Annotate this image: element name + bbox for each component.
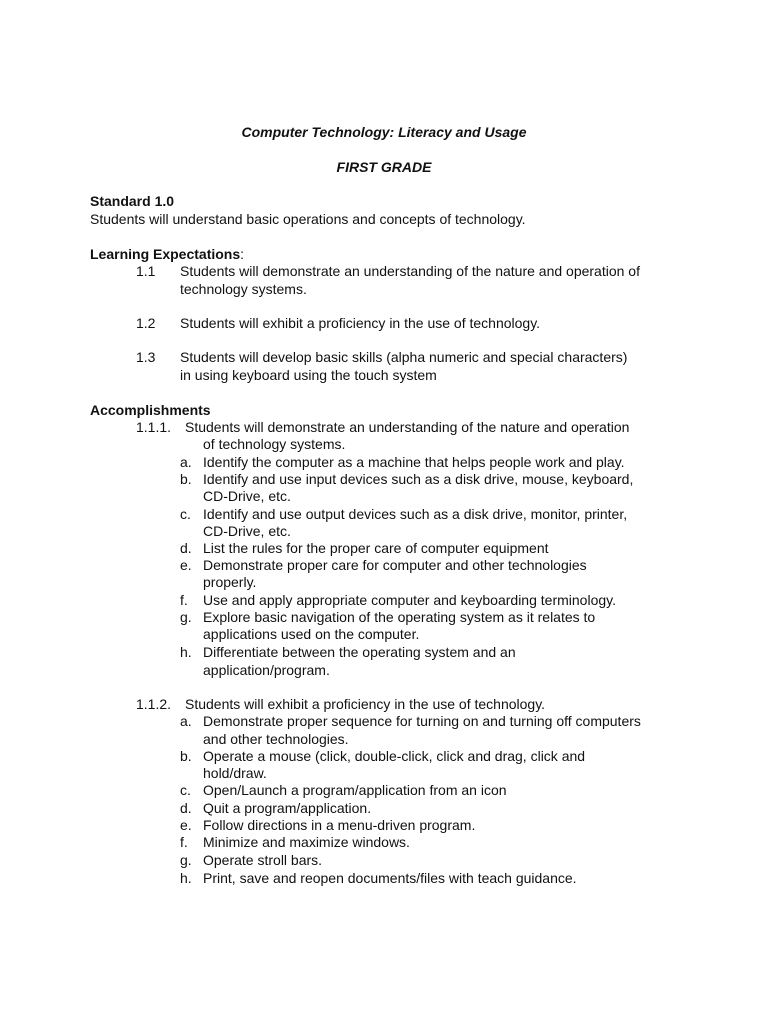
item-line: Operate a mouse (click, double-click, click and drag, click and bbox=[203, 748, 586, 764]
item-line: Explore basic navigation of the operating system as it relates to bbox=[203, 609, 596, 625]
item-line: Follow directions in a menu-driven program. bbox=[203, 817, 476, 833]
expectation-line: in using keyboard using the touch system bbox=[180, 367, 437, 383]
item-letter: c. bbox=[180, 782, 191, 798]
expectation-line: Students will demonstrate an understanding of the nature and operation of bbox=[180, 263, 640, 279]
item-letter: d. bbox=[180, 540, 192, 556]
item-letter: g. bbox=[180, 609, 192, 625]
accomplishment-number: 1.1.2. bbox=[136, 696, 172, 712]
item-letter: g. bbox=[180, 852, 192, 868]
item-letter: a. bbox=[180, 454, 192, 470]
item-letter: d. bbox=[180, 800, 192, 816]
accomplishment-line: Students will exhibit a proficiency in the use of technology. bbox=[185, 696, 546, 712]
item-line: Operate stroll bars. bbox=[203, 852, 323, 868]
standard-heading: Standard 1.0 bbox=[90, 193, 175, 209]
item-letter: b. bbox=[180, 471, 192, 487]
item-letter: h. bbox=[180, 644, 192, 660]
item-letter: e. bbox=[180, 557, 192, 573]
item-line: Minimize and maximize windows. bbox=[203, 834, 410, 850]
item-line: Use and apply appropriate computer and keyboarding terminology. bbox=[203, 592, 616, 608]
expectation-line: Students will develop basic skills (alpha numeric and special characters) bbox=[180, 349, 628, 365]
document-title: Computer Technology: Literacy and Usage bbox=[241, 124, 527, 140]
item-letter: f. bbox=[180, 592, 188, 608]
expectation-number: 1.1 bbox=[136, 263, 156, 279]
item-line: applications used on the computer. bbox=[203, 626, 420, 642]
accomplishment-line: Students will demonstrate an understanding of the nature and operation bbox=[185, 419, 630, 435]
item-letter: b. bbox=[180, 748, 192, 764]
item-letter: c. bbox=[180, 506, 191, 522]
standard-description: Students will understand basic operations and concepts of technology. bbox=[90, 211, 526, 227]
item-line: Identify and use output devices such as a disk drive, monitor, printer, bbox=[203, 506, 628, 522]
item-line: Identify the computer as a machine that helps people work and play. bbox=[203, 454, 625, 470]
item-line: CD-Drive, etc. bbox=[203, 523, 291, 539]
item-line: CD-Drive, etc. bbox=[203, 488, 291, 504]
item-line: and other technologies. bbox=[203, 731, 349, 747]
learning-expectations-heading-row bbox=[90, 246, 244, 263]
item-line: Demonstrate proper care for computer and other technologies bbox=[203, 557, 587, 573]
item-line: Differentiate between the operating system and an bbox=[203, 644, 516, 660]
item-letter: e. bbox=[180, 817, 192, 833]
accomplishment-number: 1.1.1. bbox=[136, 419, 172, 435]
item-line: application/program. bbox=[203, 662, 330, 678]
item-line: List the rules for the proper care of computer equipment bbox=[203, 540, 549, 556]
expectation-number: 1.3 bbox=[136, 349, 156, 365]
expectation-line: technology systems. bbox=[180, 281, 307, 297]
accomplishments-heading: Accomplishments bbox=[90, 402, 211, 418]
grade-heading: FIRST GRADE bbox=[336, 159, 432, 175]
item-line: properly. bbox=[203, 574, 257, 590]
item-letter: a. bbox=[180, 713, 192, 729]
accomplishment-line: of technology systems. bbox=[203, 436, 346, 452]
item-letter: f. bbox=[180, 834, 188, 850]
item-line: Quit a program/application. bbox=[203, 800, 372, 816]
item-letter: h. bbox=[180, 870, 192, 886]
item-line: Demonstrate proper sequence for turning on and turning off computers bbox=[203, 713, 641, 729]
expectation-line: Students will exhibit a proficiency in the use of technology. bbox=[180, 315, 541, 331]
learning-expectations-heading: Learning Expectations bbox=[90, 246, 241, 262]
item-line: Print, save and reopen documents/files with teach guidance. bbox=[203, 870, 577, 886]
learning-expectations-colon: : bbox=[240, 246, 245, 262]
item-line: hold/draw. bbox=[203, 765, 267, 781]
expectation-number: 1.2 bbox=[136, 315, 156, 331]
item-line: Open/Launch a program/application from an icon bbox=[203, 782, 507, 798]
item-line: Identify and use input devices such as a disk drive, mouse, keyboard, bbox=[203, 471, 634, 487]
